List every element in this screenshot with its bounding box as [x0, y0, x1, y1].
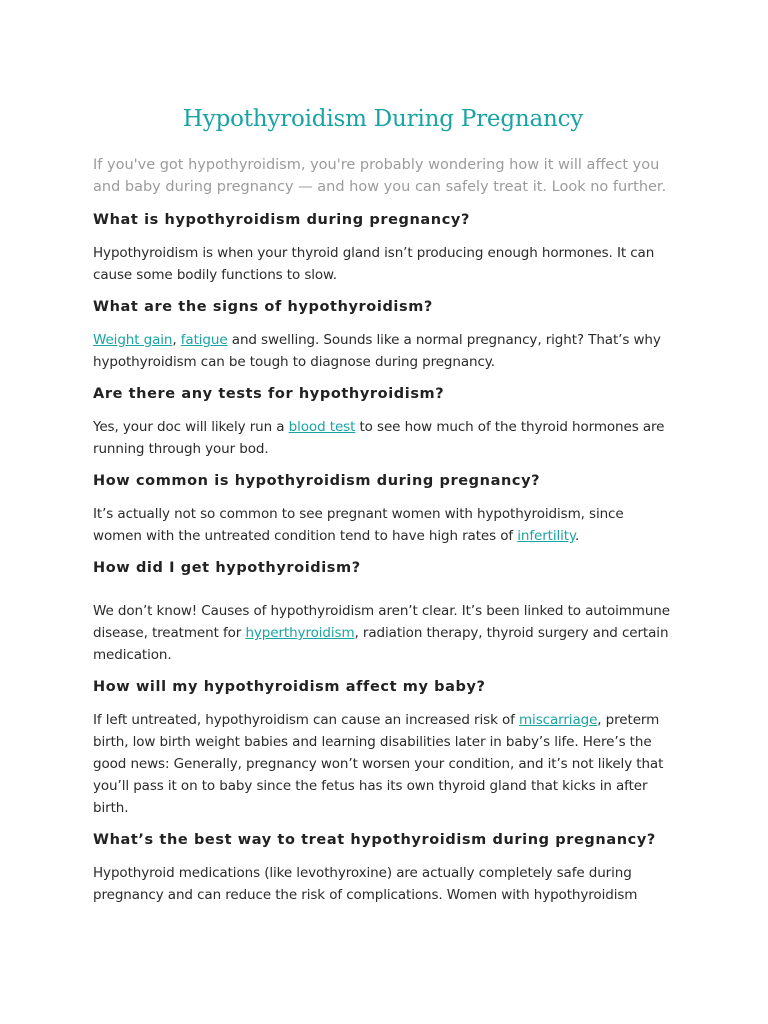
answer-text: , radiation therapy, thyroid surgery and certain medication.	[93, 625, 669, 663]
answer-paragraph	[93, 416, 673, 460]
weight-gain-link[interactable]: Weight gain	[93, 332, 173, 348]
hyperthyroidism-link[interactable]: hyperthyroidism	[245, 625, 355, 641]
question-heading: How common is hypothyroidism during pregnancy?	[93, 473, 541, 489]
answer-paragraph: Hypothyroid medications (like levothyroxine) are actually completely safe during pregnancy and can reduce the risk of complications. Women with hypothyroidism	[93, 865, 638, 903]
answer-text: to see how much of the thyroid hormones are running through your bod.	[93, 419, 665, 457]
answer-paragraph: Hypothyroidism is when your thyroid gland isn’t producing enough hormones. It can cause some bodily functions to slow.	[93, 245, 655, 283]
answer-paragraph	[93, 329, 673, 373]
blood-test-link[interactable]: blood test	[288, 419, 356, 435]
answer-text: ,	[172, 332, 181, 348]
answer-text: .	[574, 528, 580, 544]
answer-text: and swelling. Sounds like a normal pregnancy, right? That’s why hypothyroidism can be tough to diagnose during pregnancy.	[93, 332, 661, 370]
answer-text: Yes, your doc will likely run a	[93, 419, 289, 435]
document-page	[93, 106, 673, 917]
question-heading: Are there any tests for hypothyroidism?	[93, 386, 445, 402]
answer-paragraph	[93, 709, 673, 819]
answer-text: It’s actually not so common to see pregnant women with hypothyroidism, since women with the untreated condition tend to have high rates of	[93, 506, 624, 544]
question-heading: What are the signs of hypothyroidism?	[93, 299, 433, 315]
page-title: Hypothyroidism During Pregnancy	[182, 106, 584, 132]
answer-paragraph	[93, 600, 673, 666]
question-heading: How did I get hypothyroidism?	[93, 560, 361, 576]
answer-text: If left untreated, hypothyroidism can cause an increased risk of	[93, 712, 519, 728]
infertility-link[interactable]: infertility	[517, 528, 575, 544]
question-heading: How will my hypothyroidism affect my baby?	[93, 679, 486, 695]
miscarriage-link[interactable]: miscarriage	[519, 712, 598, 728]
answer-text: We don’t know! Causes of hypothyroidism aren’t clear. It’s been linked to autoimmune disease, treatment for	[93, 603, 670, 641]
answer-paragraph	[93, 503, 673, 547]
question-heading: What is hypothyroidism during pregnancy?	[93, 212, 470, 228]
intro-paragraph: If you've got hypothyroidism, you're probably wondering how it will affect you and baby during pregnancy — and how you can safely treat it. Look no further.	[93, 157, 667, 195]
question-heading: What’s the best way to treat hypothyroidism during pregnancy?	[93, 832, 656, 848]
fatigue-link[interactable]: fatigue	[180, 332, 228, 348]
answer-text: , preterm birth, low birth weight babies and learning disabilities later in baby’s life. Here’s the good news: Generally, pregnancy won’t worsen your condition, and it’s not likely that you’ll pass it on to baby since the fetus has its own thyroid gland that kicks in after birth.	[93, 712, 664, 816]
